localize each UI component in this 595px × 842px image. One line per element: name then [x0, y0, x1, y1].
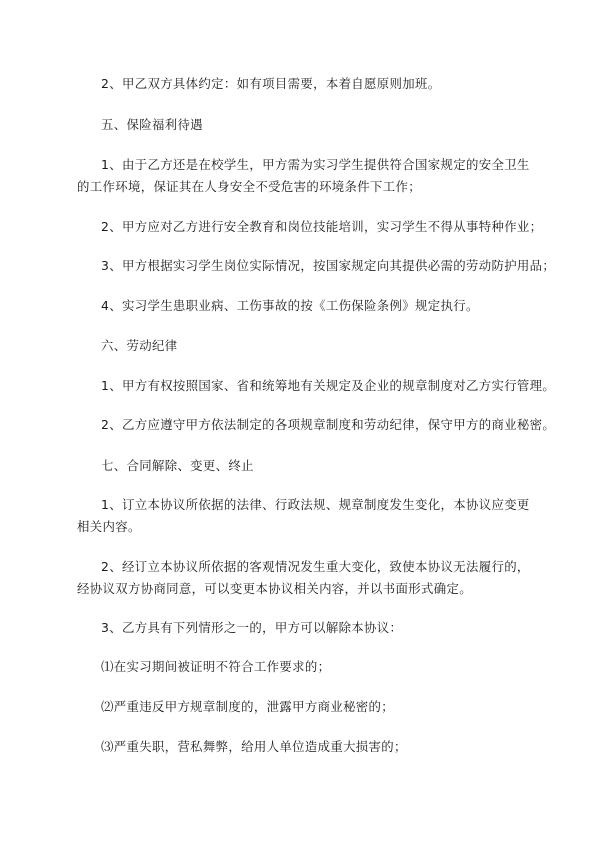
paragraph-work-injury: 4、实习学生患职业病、工伤事故的按《工伤保险条例》规定执行。 — [101, 298, 479, 313]
section-heading-insurance: 五、保险福利待遇 — [101, 117, 203, 132]
paragraph-protective-equipment: 3、甲方根据实习学生岗位实际情况，按国家规定向其提供必需的劳动防护用品； — [101, 258, 556, 273]
paragraph-safety-training: 2、甲方应对乙方进行安全教育和岗位技能培训，实习学生不得从事特种作业； — [101, 219, 543, 234]
paragraph-legal-change: 1、订立本协议所依据的法律、行政法规、规章制度发生变化，本协议应变更相关内容。 — [77, 497, 530, 534]
list-item-condition-1: ⑴在实习期间被证明不符合工作要求的； — [101, 659, 331, 674]
paragraph-confidentiality: 2、乙方应遵守甲方依法制定的各项规章制度和劳动纪律，保守甲方的商业秘密。 — [101, 417, 556, 432]
paragraph-management-rights: 1、甲方有权按照国家、省和统筹地有关规定及企业的规章制度对乙方实行管理。 — [101, 378, 556, 393]
section-heading-discipline: 六、劳动纪律 — [101, 338, 178, 353]
section-heading-termination: 七、合同解除、变更、终止 — [101, 458, 254, 473]
list-item-condition-2: ⑵严重违反甲方规章制度的，泄露甲方商业秘密的； — [101, 699, 395, 714]
paragraph-termination-conditions: 3、乙方具有下列情形之一的，甲方可以解除本协议： — [101, 620, 403, 635]
paragraph-circumstance-change: 2、经订立本协议所依据的客观情况发生重大变化，致使本协议无法履行的，经协议双方协商同意，可以变更本协议相关内容，并以书面形式确定。 — [77, 559, 530, 596]
paragraph-overtime: 2、甲乙双方具体约定：如有项目需要，本着自愿原则加班。 — [101, 76, 441, 91]
paragraph-safety-environment: 1、由于乙方还是在校学生，甲方需为实习学生提供符合国家规定的安全卫生的工作环境，保证其在人身安全不受危害的环境条件下工作； — [77, 157, 530, 194]
list-item-condition-3: ⑶严重失职，营私舞弊，给用人单位造成重大损害的； — [101, 739, 407, 754]
